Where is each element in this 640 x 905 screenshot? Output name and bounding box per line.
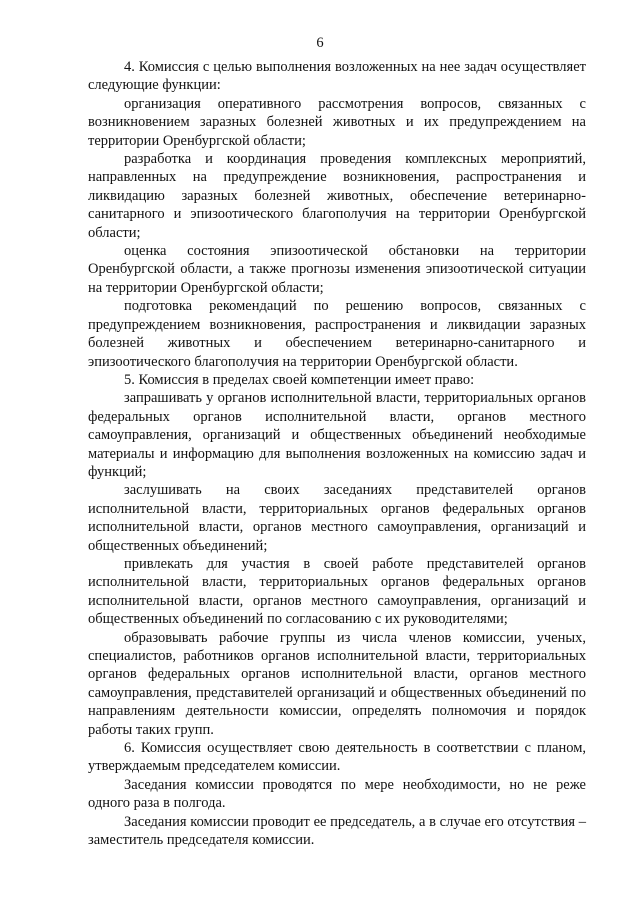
paragraph-meetings-frequency: Заседания комиссии проводятся по мере необходимости, но не реже одного раза в полгода. [88, 776, 586, 812]
page-number: 6 [316, 35, 324, 51]
paragraph-meetings-chair: Заседания комиссии проводит ее председатель, а в случае его отсутствия – заместитель председателя комиссии. [88, 813, 586, 849]
paragraph-function-3: оценка состояния эпизоотической обстановки на территории Оренбургской области, а также прогнозы изменения эпизоотической ситуации на территории Оренбургской области; [88, 243, 586, 296]
paragraph-item-4: 4. Комиссия с целью выполнения возложенных на нее задач осуществляет следующие функции: [88, 59, 586, 94]
paragraph-right-4: образовывать рабочие группы из числа членов комиссии, ученых, специалистов, работников органов исполнительной власти, территориальных органов федеральных органов исполнительной власти, органов местного самоуправления, представителей организаций и общественных объединений по направлениям деятельности комиссии, определять полномочия и порядок работы таких групп. [88, 629, 586, 738]
paragraph-right-2: заслушивать на своих заседаниях представителей органов исполнительной власти, территориальных органов федеральных органов исполнительной власти, органов местного самоуправления, организаций и общественных объединений; [88, 482, 586, 554]
document-body [88, 58, 586, 849]
paragraph-right-3: привлекать для участия в своей работе представителей органов исполнительной власти, территориальных органов федеральных органов исполнительной власти, органов местного самоуправления, организаций и общественных объединений по согласованию с их руководителями; [88, 555, 586, 628]
paragraph-item-5: 5. Комиссия в пределах своей компетенции имеет право: [124, 371, 475, 388]
paragraph-right-1: запрашивать у органов исполнительной власти, территориальных органов федеральных органов исполнительной власти, органов местного самоуправления, организаций и общественных объединений необходимые материалы и информацию для выполнения возложенных на комиссию задач и функций; [88, 390, 586, 480]
paragraph-item-6: 6. Комиссия осуществляет свою деятельность в соответствии с планом, утверждаемым председателем комиссии. [88, 740, 586, 775]
paragraph-function-4: подготовка рекомендаций по решению вопросов, связанных с предупреждением возникновения, распространения и ликвидации заразных болезней животных и обеспечением ветеринарно-санитарного и эпизоотического благополучия на территории Оренбургской области. [88, 298, 586, 370]
paragraph-function-1: организация оперативного рассмотрения вопросов, связанных с возникновением заразных болезней животных и их предупреждением на территории Оренбургской области; [88, 95, 586, 149]
paragraph-function-2: разработка и координация проведения комплексных мероприятий, направленных на предупреждение возникновения, распространения и ликвидацию заразных болезней животных, обеспечение ветеринарно-санитарного и эпизоотического благополучия на территории Оренбургской области; [88, 151, 586, 241]
